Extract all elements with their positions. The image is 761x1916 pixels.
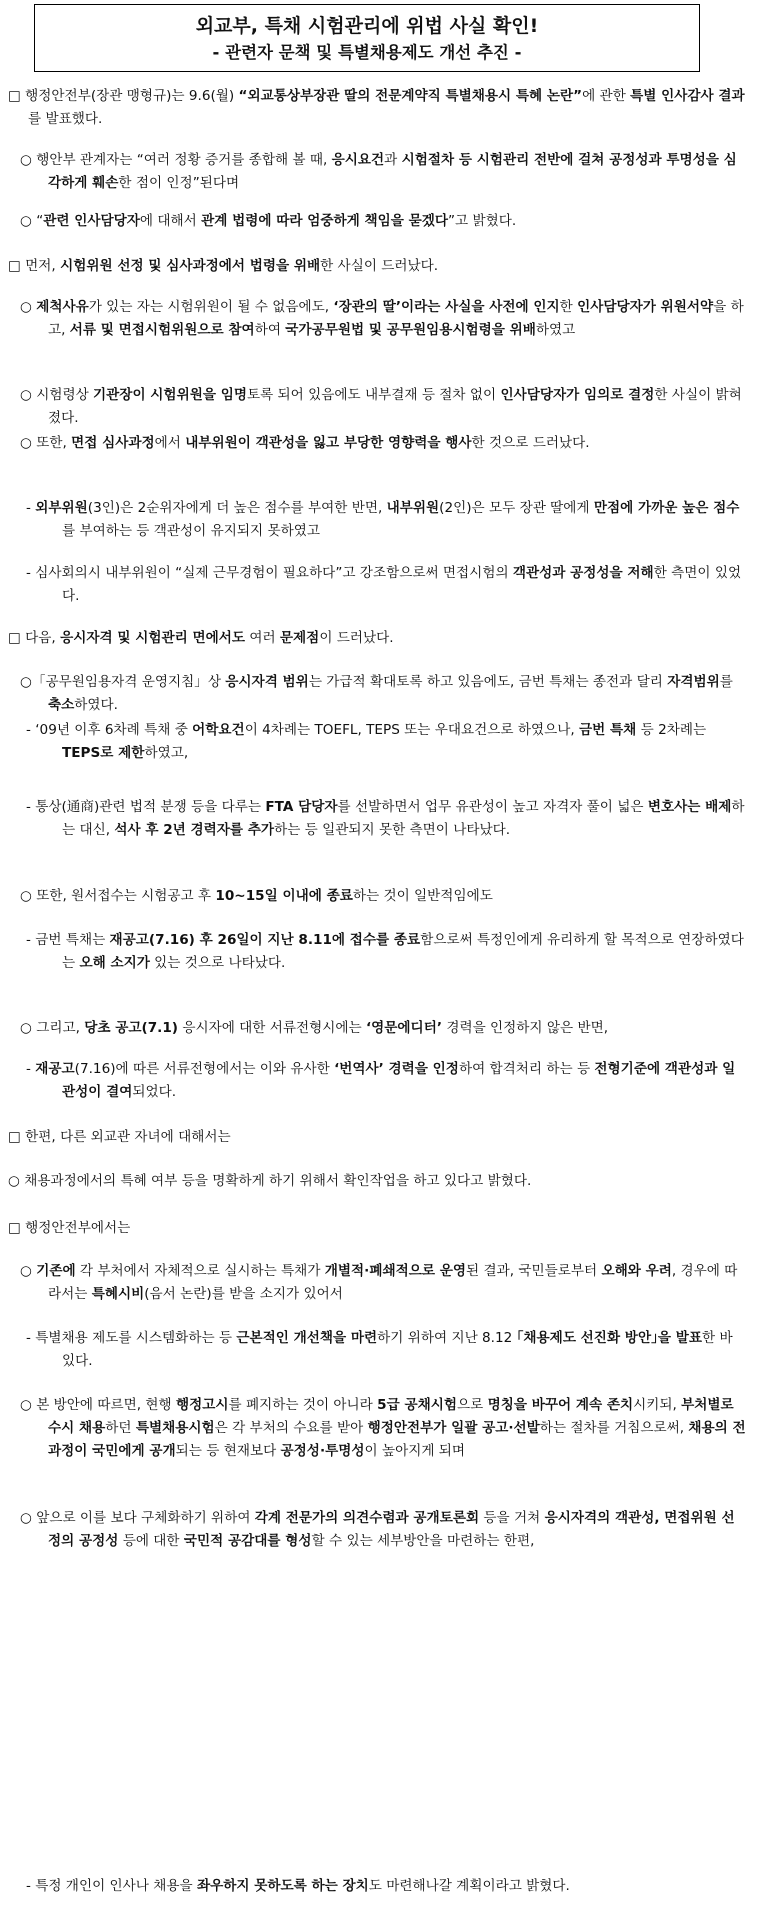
text-run: 한 바 있다.	[62, 1330, 733, 1369]
bold-text: 당초 공고(7.1)	[84, 1020, 178, 1036]
text-run: 또한, 원서접수는 시험공고 후	[31, 888, 216, 904]
text-run: 한 측면이 있었다.	[62, 565, 742, 604]
bold-text: 특별채용시험	[135, 1420, 215, 1436]
bold-text: 자격범위	[667, 674, 720, 690]
circle-bullet-icon: ○	[20, 1020, 32, 1036]
bold-text: 서류 및 면접시험위원으로 참여	[69, 322, 255, 338]
text-run: 한 사실이 드러났다.	[320, 258, 439, 274]
paragraph-8	[0, 562, 747, 608]
bold-text: 명칭을 바꾸어 계속 존치	[487, 1397, 634, 1413]
text-run: 이 4차례는 TOEFL, TEPS 또는 우대요건으로 하였으나,	[244, 722, 580, 738]
text-run: 특별채용 제도를 시스템화하는 등	[30, 1330, 237, 1346]
bold-text: 외부위원	[35, 500, 88, 516]
text-run: 은 각 부처의 수요를 받아	[214, 1420, 368, 1436]
bold-text: 오해 소지가	[79, 955, 150, 971]
dash-bullet: -	[26, 500, 31, 516]
paragraph-4	[0, 296, 747, 342]
text-run: 를 발표했다.	[28, 111, 103, 127]
text-run: 토록 되어 있음에도 내부결재 등 절차 없이	[246, 387, 501, 403]
bold-text: 객관성과 공정성을 저해	[512, 565, 654, 581]
text-run: 하였고	[535, 322, 576, 338]
paragraph-16	[0, 1058, 747, 1104]
paragraph-23	[0, 1507, 747, 1553]
text-run: 채용과정에서의 특혜 여부 등을 명확하게 하기 위해서 확인작업을 하고 있다고 밝혔다.	[19, 1173, 532, 1189]
text-run: 있는 것으로 나타났다.	[149, 955, 286, 971]
bold-text: 국가공무원법 및 공무원임용시험령을 위배	[285, 322, 536, 338]
text-run: 통상(通商)관련 법적 분쟁 등을 다루는	[30, 799, 266, 815]
bold-text: 문제점	[279, 630, 320, 646]
bold-text: 응시자격 및 시험관리 면에서도	[60, 630, 245, 646]
paragraph-19	[0, 1217, 747, 1240]
bold-text: 축소	[48, 697, 75, 713]
bold-text: 기관장이 시험위원을 임명	[93, 387, 247, 403]
dash-bullet: -	[26, 722, 31, 738]
dash-bullet: -	[26, 932, 31, 948]
text-run: 를 폐지하는 것이 아니라	[228, 1397, 378, 1413]
bold-text: 제척사유	[36, 299, 89, 315]
dash-bullet: -	[26, 1330, 31, 1346]
bold-text: FTA 담당자	[265, 799, 338, 815]
text-run: 먼저,	[20, 258, 61, 274]
text-run: 이 높아지게 되며	[364, 1443, 466, 1459]
text-run: 한 사실이 밝혀졌다.	[48, 387, 742, 426]
text-run: ”고 밝혔다.	[447, 213, 517, 229]
text-run: 를 선발하면서 업무 유관성이 높고 자격자 풀이 넓은	[337, 799, 648, 815]
square-bullet-icon: □	[8, 1129, 21, 1145]
bold-text: 행정고시	[176, 1397, 229, 1413]
bold-text: 인사담당자가 위원서약	[577, 299, 714, 315]
dash-bullet: -	[26, 799, 31, 815]
bold-text: 10~15일 이내에 종료	[215, 888, 353, 904]
bold-text: 관계 법령에 따라 엄중하게 책임을 묻겠다	[201, 213, 448, 229]
text-run: (음서 논란)를 받을 소지가 있어서	[144, 1286, 343, 1302]
text-run: 그리고,	[31, 1020, 85, 1036]
bold-text: 어학요건	[192, 722, 245, 738]
text-run: (2인)은 모두 장관 딸에게	[439, 500, 594, 516]
text-run: 함으로써 특정인에게 유리하게 할 목적으로 연장하였다는	[62, 932, 744, 971]
circle-bullet-icon: ○	[20, 1263, 32, 1279]
text-run: 하는 등 일관되지 못한 측면이 나타났다.	[274, 822, 511, 838]
circle-bullet-icon: ○	[20, 435, 32, 451]
paragraph-9	[0, 627, 747, 650]
bold-text: 각계 전문가의 의견수렴과 공개토론회	[254, 1510, 480, 1526]
text-run: 여러	[245, 630, 280, 646]
text-run: 를	[719, 674, 733, 690]
text-run: 등 2차례는	[636, 722, 707, 738]
bold-text: 면접 심사과정	[71, 435, 155, 451]
text-run: 하는 것이 일반적임에도	[352, 888, 493, 904]
bold-text: 근본적인 개선책을 마련	[236, 1330, 378, 1346]
text-run: 으로	[457, 1397, 488, 1413]
text-run: 행안부 관계자는 “여러 정황 증거를 종합해 볼 때,	[31, 152, 332, 168]
paragraph-6	[0, 432, 747, 455]
bold-text: 석사 후 2년 경력자를 추가	[114, 822, 275, 838]
text-run: 특정 개인이 인사나 채용을	[30, 1878, 197, 1894]
text-run: , 경우에 따라서는	[48, 1263, 738, 1302]
dash-bullet: -	[26, 1061, 31, 1077]
text-run: 하였다.	[74, 697, 118, 713]
text-run: 또한,	[31, 435, 72, 451]
text-run: 가 있는 자는 시험위원이 될 수 없음에도,	[88, 299, 334, 315]
text-run: 행정안전부(장관 맹형규)는 9.6(월)	[20, 88, 239, 104]
circle-bullet-icon: ○	[20, 1510, 32, 1526]
text-run: 이 드러났다.	[319, 630, 394, 646]
bold-text: 채용의 전 과정이 국민에게 공개	[48, 1420, 746, 1459]
paragraph-1	[0, 149, 747, 195]
circle-bullet-icon: ○	[8, 1173, 20, 1189]
bold-text: 응시자격 범위	[225, 674, 309, 690]
bold-text: ‘영문에디터’	[366, 1020, 442, 1036]
square-bullet-icon: □	[8, 630, 21, 646]
bold-text: “외교통상부장관 딸의 전문계약직 특별채용시 특혜 논란”	[238, 88, 583, 104]
bold-text: 변호사는 배제	[647, 799, 732, 815]
text-run: 각 부처에서 자체적으로 실시하는 특채가	[75, 1263, 325, 1279]
bold-text: 전형기준에 객관성과 일관성이 결여	[62, 1061, 736, 1100]
bold-text: 시험절차 등 시험관리 전반에 걸쳐 공정성과 투명성을 심각하게 훼손	[48, 152, 737, 191]
circle-bullet-icon: ○	[20, 1397, 32, 1413]
paragraph-0	[0, 85, 747, 131]
text-run: 응시자에 대한 서류전형시에는	[178, 1020, 366, 1036]
text-run: 한 점이 인정”된다며	[118, 175, 240, 191]
text-run: 금번 특채는	[30, 932, 110, 948]
text-run: 을 하고,	[48, 299, 744, 338]
text-run: 하는 절차를 거침으로써,	[539, 1420, 689, 1436]
bold-text: 시험위원 선정 및 심사과정에서 법령을 위배	[60, 258, 321, 274]
bold-text: 응시자격의 객관성, 면접위원 선정의 공정성	[48, 1510, 735, 1549]
square-bullet-icon: □	[8, 258, 21, 274]
bold-text: 재공고(7.16) 후 26일이 지난 8.11에 접수를 종료	[109, 932, 421, 948]
bold-text: ｢채용제도 선진화 방안｣을 발표	[516, 1330, 702, 1346]
text-run: 에서	[154, 435, 186, 451]
text-run: 앞으로 이를 보다 구체화하기 위하여	[31, 1510, 255, 1526]
text-run: 하여 합격처리 하는 등	[458, 1061, 595, 1077]
text-run: 되는 등 현재보다	[175, 1443, 281, 1459]
paragraph-21	[0, 1327, 747, 1373]
text-run: 에 대해서	[139, 213, 202, 229]
text-run: 되었다.	[132, 1084, 177, 1100]
text-run: 한	[559, 299, 578, 315]
document-title: 외교부, 특채 시험관리에 위법 사실 확인!	[195, 15, 539, 37]
paragraph-18	[0, 1170, 747, 1193]
square-bullet-icon: □	[8, 88, 21, 104]
paragraph-13	[0, 885, 747, 908]
text-run: 시키되,	[633, 1397, 682, 1413]
dash-bullet: -	[26, 1878, 31, 1894]
text-run: 할 수 있는 세부방안을 마련하는 한편,	[311, 1533, 535, 1549]
bold-text: 5급 공채시험	[377, 1397, 457, 1413]
bold-text: 인사담당자가 임의로 결정	[500, 387, 655, 403]
paragraph-22	[0, 1394, 747, 1463]
text-run: “	[31, 213, 44, 229]
bold-text: 개별적·폐쇄적으로 운영	[324, 1263, 466, 1279]
bold-text: 국민적 공감대를 형성	[183, 1533, 312, 1549]
text-run: 하였고,	[144, 745, 189, 761]
paragraph-14	[0, 929, 747, 975]
text-run: ‘09년 이후 6차례 특채 중	[30, 722, 193, 738]
text-run: 등을 거쳐	[479, 1510, 545, 1526]
document-subtitle: - 관련자 문책 및 특별채용제도 개선 추진 -	[212, 43, 522, 62]
text-run: 하여	[254, 322, 286, 338]
bold-text: ‘번역사’ 경력을 인정	[334, 1061, 459, 1077]
text-run: 다음,	[20, 630, 61, 646]
paragraph-24	[0, 1875, 747, 1898]
text-run: 는 가급적 확대토록 하고 있음에도, 금번 특채는 종전과 달리	[308, 674, 668, 690]
bold-text: 행정안전부가 일괄 공고·선발	[367, 1420, 540, 1436]
bold-text: 특혜시비	[91, 1286, 145, 1302]
text-run: 된 결과, 국민들로부터	[466, 1263, 602, 1279]
text-run: 하기 위하여 지난 8.12	[377, 1330, 517, 1346]
text-run: 를 부여하는 등 객관성이 유지되지 못하였고	[62, 523, 320, 539]
paragraph-17	[0, 1126, 747, 1149]
circle-bullet-icon: ○	[20, 213, 32, 229]
bold-text: 재공고	[35, 1061, 75, 1077]
circle-bullet-icon: ○	[20, 674, 32, 690]
dash-bullet: -	[26, 565, 31, 581]
text-run: 본 방안에 따르면, 현행	[31, 1397, 176, 1413]
text-run: 하던	[105, 1420, 136, 1436]
square-bullet-icon: □	[8, 1220, 21, 1236]
paragraph-11	[0, 719, 747, 765]
bold-text: 기존에	[36, 1263, 76, 1279]
circle-bullet-icon: ○	[20, 387, 32, 403]
text-run: 과	[384, 152, 402, 168]
bold-text: 만점에 가까운 높은 점수	[593, 500, 740, 516]
bold-text: TEPS로 제한	[62, 745, 145, 761]
paragraph-2	[0, 210, 747, 233]
text-run: 하는 대신,	[62, 799, 745, 838]
circle-bullet-icon: ○	[20, 299, 32, 315]
paragraph-12	[0, 796, 747, 842]
text-run: (7.16)에 따른 서류전형에서는 이와 유사한	[74, 1061, 335, 1077]
text-run: (3인)은 2순위자에게 더 높은 점수를 부여한 반면,	[87, 500, 387, 516]
paragraph-3	[0, 255, 747, 278]
bold-text: 좌우하지 못하도록 하는 장치	[196, 1878, 369, 1894]
text-run: 행정안전부에서는	[20, 1220, 131, 1236]
bold-text: 관련 인사담당자	[43, 213, 140, 229]
bold-text: 특별 인사감사 결과	[630, 88, 745, 104]
text-run: 에 관한	[582, 88, 631, 104]
text-run: 시험령상	[31, 387, 94, 403]
bold-text: 오해와 우려	[601, 1263, 672, 1279]
bold-text: ‘장관의 딸’이라는 사실을 사전에 인지	[333, 299, 560, 315]
title-box	[34, 4, 700, 72]
bold-text: 내부위원	[386, 500, 440, 516]
paragraph-7	[0, 497, 747, 543]
bold-text: 공정성·투명성	[280, 1443, 365, 1459]
text-run: 도 마련해나갈 계획이라고 밝혔다.	[368, 1878, 570, 1894]
paragraph-5	[0, 384, 747, 430]
text-run: 등에 대한	[118, 1533, 184, 1549]
circle-bullet-icon: ○	[20, 888, 32, 904]
bold-text: 응시요건	[331, 152, 385, 168]
text-run: 심사회의시 내부위원이 “실제 근무경험이 필요하다”고 강조함으로써 면접시험의	[30, 565, 513, 581]
text-run: 한편, 다른 외교관 자녀에 대해서는	[20, 1129, 231, 1145]
paragraph-15	[0, 1017, 747, 1040]
bold-text: 내부위원이 객관성을 잃고 부당한 영향력을 행사	[185, 435, 472, 451]
text-run: 「공무원임용자격 운영지침」상	[31, 674, 226, 690]
text-run: 경력을 인정하지 않은 반면,	[442, 1020, 609, 1036]
paragraph-10	[0, 671, 747, 717]
bold-text: 금번 특채	[579, 722, 637, 738]
bold-text: 부처별로 수시 채용	[48, 1397, 734, 1436]
paragraph-20	[0, 1260, 747, 1306]
text-run: 한 것으로 드러났다.	[471, 435, 590, 451]
circle-bullet-icon: ○	[20, 152, 32, 168]
